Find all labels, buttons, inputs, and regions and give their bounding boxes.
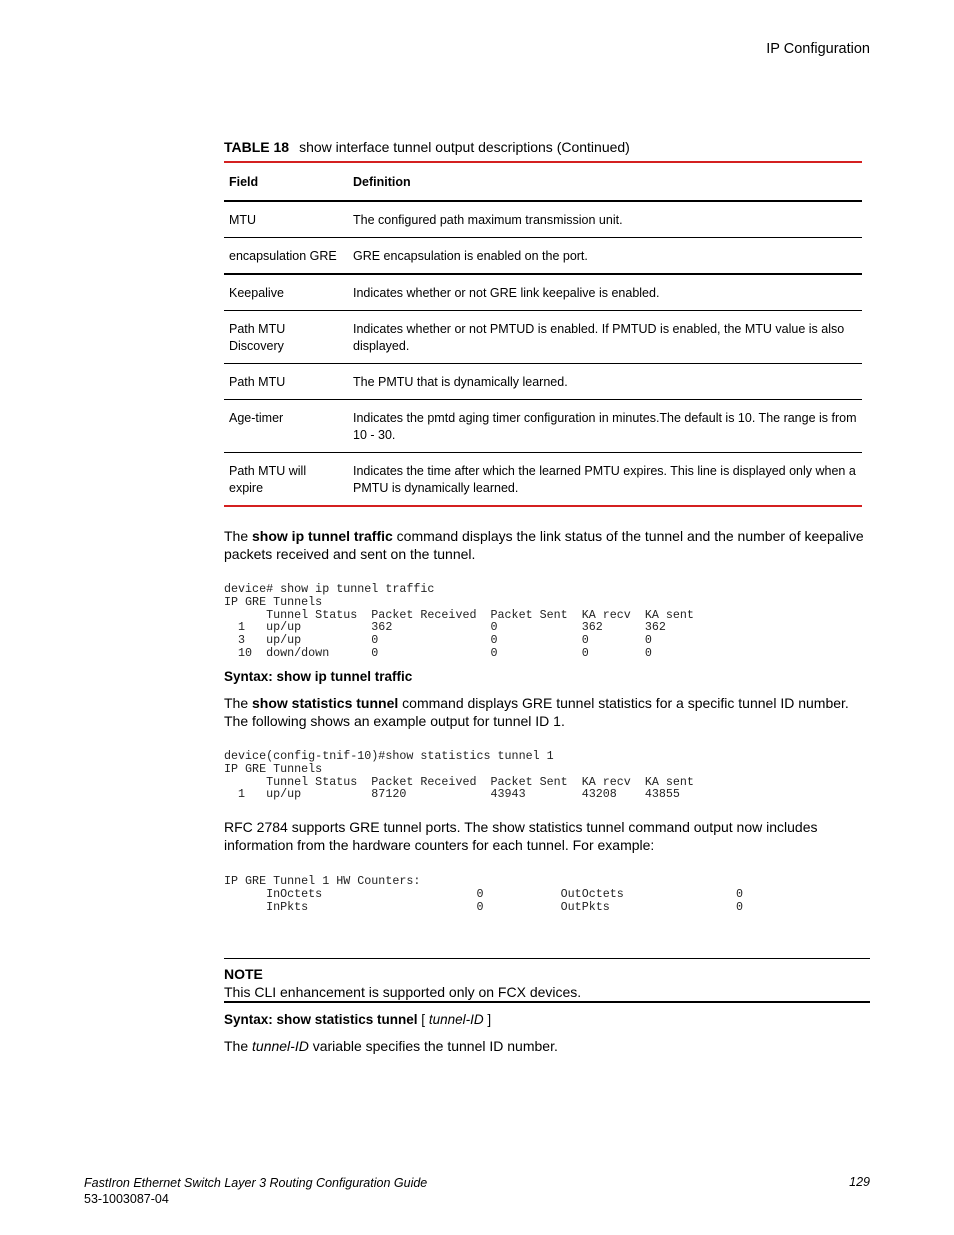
table-row <box>224 201 862 238</box>
note-bottom-rule <box>224 1001 870 1003</box>
text-run: command displays GRE tunnel statistics for a specific tunnel ID number. The following shows an example output for tunnel ID 1. <box>224 695 849 729</box>
text-run: The <box>224 695 253 711</box>
syntax-bracket: ] <box>483 1012 492 1027</box>
syntax-variable: tunnel-ID <box>428 1012 484 1027</box>
table-row <box>224 238 862 275</box>
table-row <box>224 400 862 453</box>
paragraph-show-ip-tunnel-traffic <box>224 528 870 563</box>
text-run: The <box>224 1038 253 1054</box>
table-caption <box>224 139 630 155</box>
paragraph-show-statistics-tunnel <box>224 695 870 730</box>
note-text: This CLI enhancement is supported only on FCX devices. <box>224 984 582 1000</box>
definition-cell: Indicates the pmtd aging timer configuration in minutes.The default is 10. The range is from 10 - 30. <box>348 400 862 453</box>
note-top-rule <box>224 958 870 959</box>
text-run: command displays the link status of the tunnel and the number of keepalive packets received and sent on the tunnel. <box>224 528 864 562</box>
command-name: show statistics tunnel <box>252 695 399 711</box>
field-cell: Path MTU <box>224 364 348 400</box>
page-number: 129 <box>849 1175 870 1189</box>
definition-cell: GRE encapsulation is enabled on the port. <box>348 238 862 275</box>
table-caption-text: show interface tunnel output descriptions (Continued) <box>299 139 630 155</box>
definition-cell: Indicates whether or not GRE link keepalive is enabled. <box>348 274 862 311</box>
running-header: IP Configuration <box>766 41 870 57</box>
footer-doc-number: 53-1003087-04 <box>84 1192 169 1206</box>
table-row <box>224 453 862 507</box>
text-run: The <box>224 528 253 544</box>
footer <box>84 1175 427 1207</box>
definition-cell: The configured path maximum transmission unit. <box>348 201 862 238</box>
output-descriptions-table <box>224 161 862 507</box>
paragraph-tunnel-id <box>224 1038 870 1056</box>
cli-output-tunnel-traffic: device# show ip tunnel traffic IP GRE Tunnels Tunnel Status Packet Received Packet Sent KA recv KA sent 1 up/up 362 0 362 362 3 up/up 0 0 0 0 10 down/down 0 0 0 0 <box>224 582 694 660</box>
column-header-field: Field <box>224 162 348 201</box>
variable-name: tunnel-ID <box>252 1038 309 1054</box>
field-cell: Keepalive <box>224 274 348 311</box>
footer-doc-title: FastIron Ethernet Switch Layer 3 Routing Configuration Guide <box>84 1176 428 1190</box>
field-cell: MTU <box>224 201 348 238</box>
field-cell: Path MTU will expire <box>224 453 348 507</box>
cli-output-hw-counters: IP GRE Tunnel 1 HW Counters: InOctets 0 OutOctets 0 InPkts 0 OutPkts 0 <box>224 874 744 914</box>
table-row <box>224 364 862 400</box>
syntax-show-ip-tunnel-traffic: Syntax: show ip tunnel traffic <box>224 669 413 684</box>
definition-cell: The PMTU that is dynamically learned. <box>348 364 862 400</box>
text-run: variable specifies the tunnel ID number. <box>308 1038 558 1054</box>
column-header-definition: Definition <box>348 162 862 201</box>
paragraph-rfc-2784: RFC 2784 supports GRE tunnel ports. The show statistics tunnel command output now includes information from the hardware counters for each tunnel. For example: <box>224 819 818 853</box>
note-title: NOTE <box>224 966 263 982</box>
table-header-row <box>224 162 862 201</box>
command-name: show ip tunnel traffic <box>252 528 393 544</box>
definition-cell: Indicates whether or not PMTUD is enabled. If PMTUD is enabled, the MTU value is also displayed. <box>348 311 862 364</box>
field-cell: encapsulation GRE <box>224 238 348 275</box>
cli-output-statistics-tunnel: device(config-tnif-10)#show statistics tunnel 1 IP GRE Tunnels Tunnel Status Packet Received Packet Sent KA recv KA sent 1 up/up 87120 43943 43208 43855 <box>224 749 694 802</box>
definition-cell: Indicates the time after which the learned PMTU expires. This line is displayed only when a PMTU is dynamically learned. <box>348 453 862 507</box>
syntax-bracket: [ <box>417 1012 429 1027</box>
table-row <box>224 274 862 311</box>
table-label: TABLE 18 <box>224 139 290 155</box>
field-cell: Age-timer <box>224 400 348 453</box>
syntax-command: Syntax: show statistics tunnel <box>224 1012 418 1027</box>
syntax-show-statistics-tunnel <box>224 1012 491 1027</box>
field-cell: Path MTU Discovery <box>224 311 348 364</box>
table-row <box>224 311 862 364</box>
